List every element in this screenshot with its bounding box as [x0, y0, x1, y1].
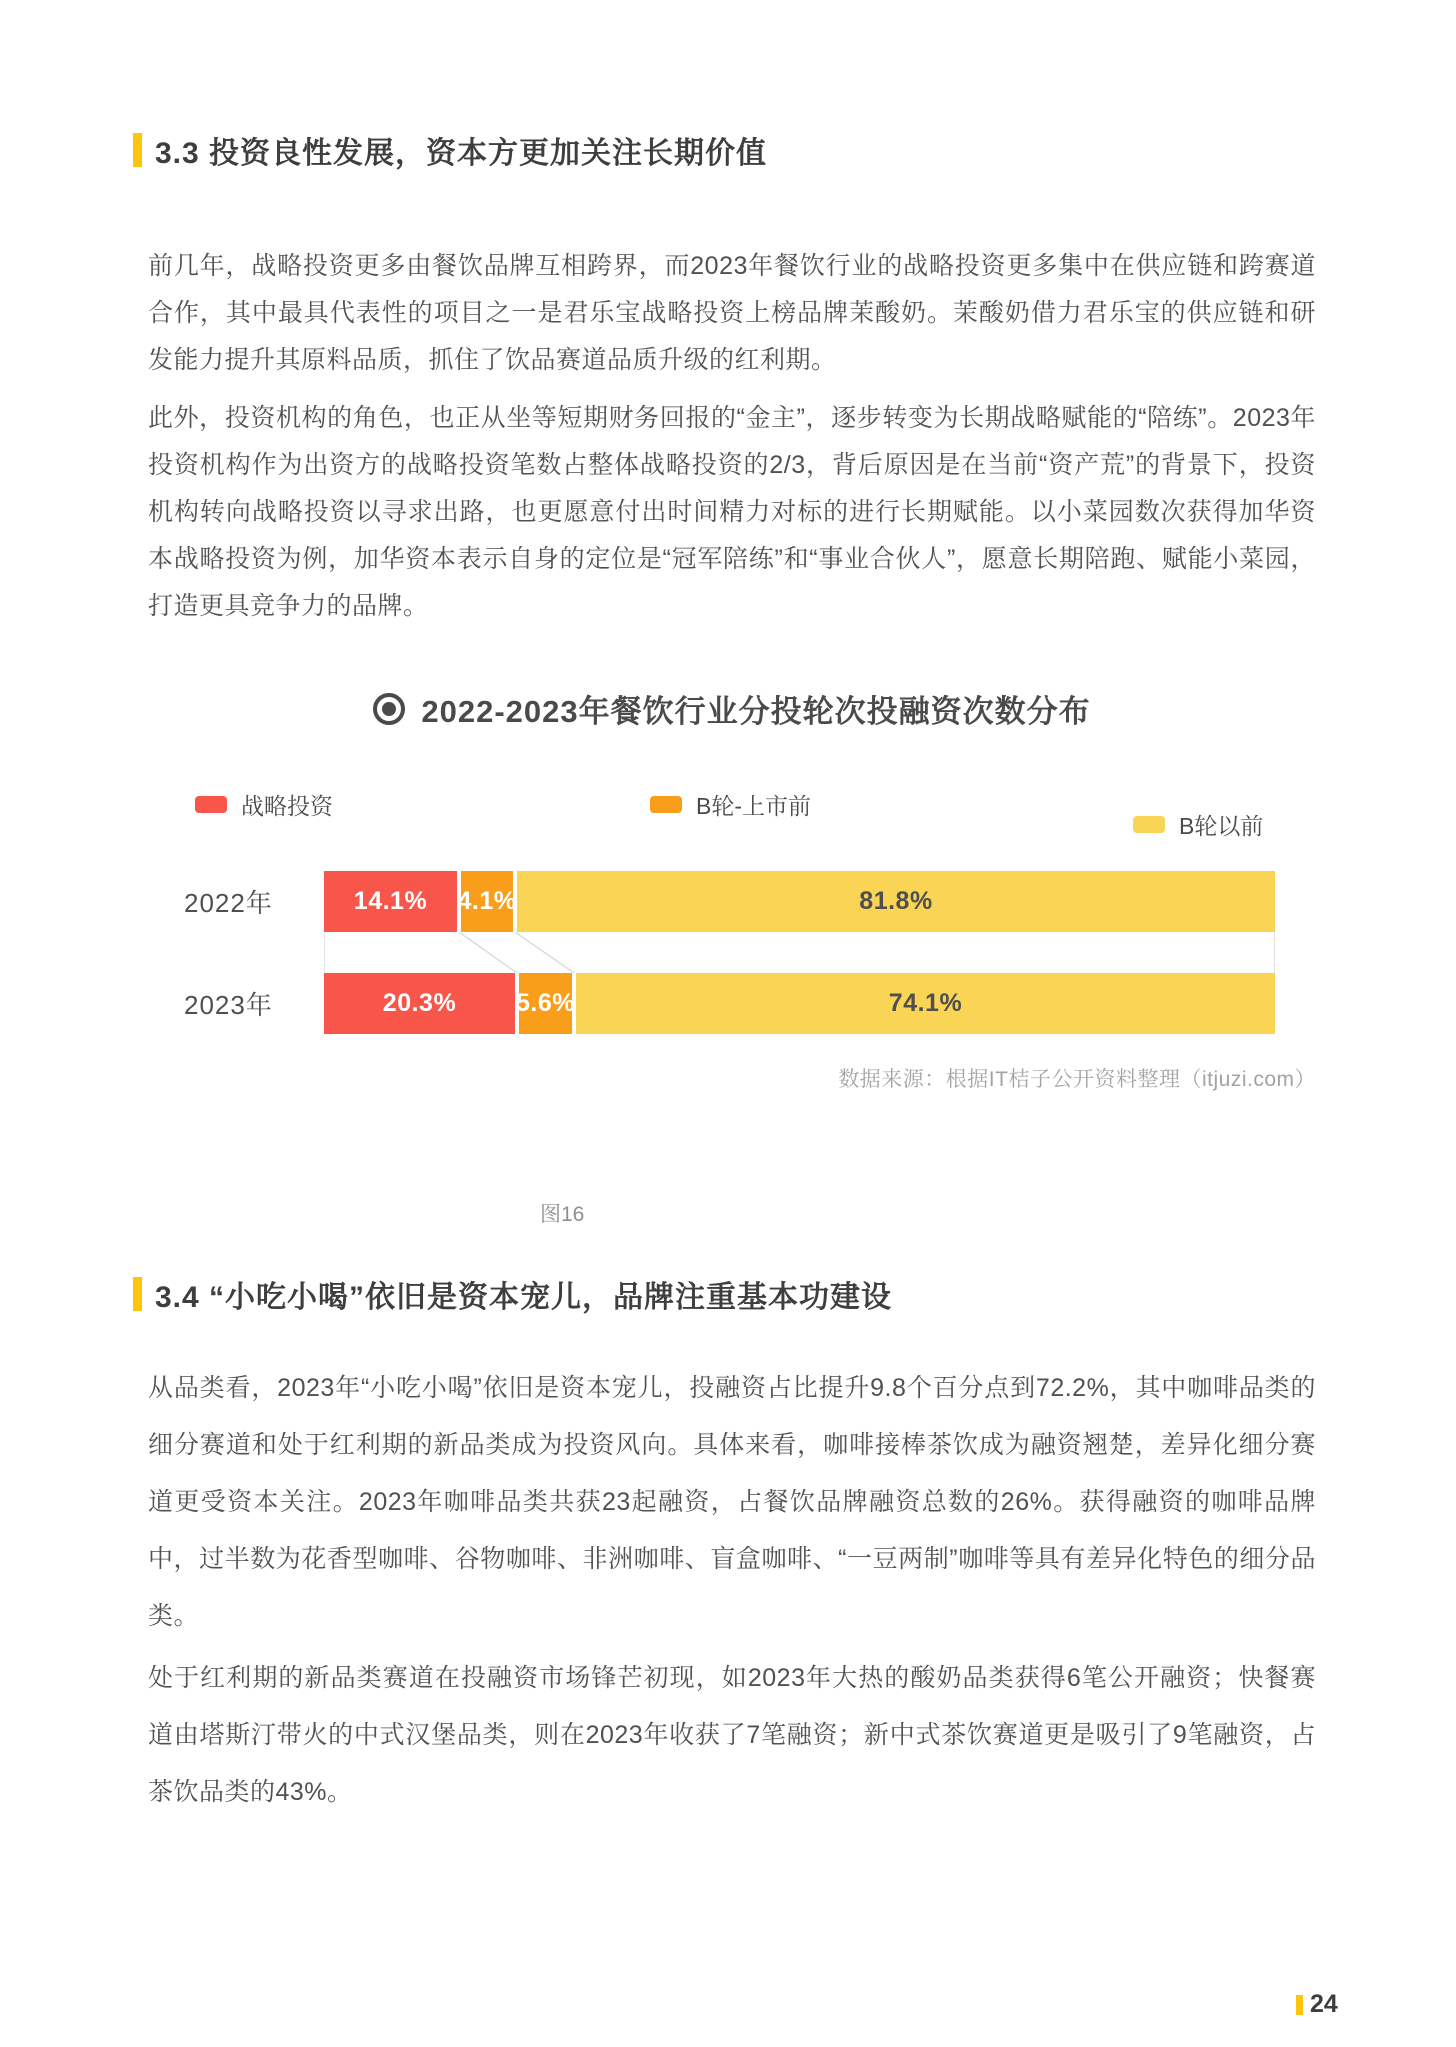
bar-value-label: 4.1%	[457, 887, 517, 915]
bar-connector-lines	[324, 932, 1275, 973]
heading-accent-bar	[133, 133, 142, 167]
legend-label-pre-b-round: B轮以前	[1179, 813, 1264, 839]
bar-track	[324, 871, 1275, 932]
bar-value-label: 5.6%	[516, 989, 575, 1017]
chart-title: 2022-2023年餐饮行业分投轮次投融资次数分布	[421, 694, 1091, 729]
section-3-4-heading	[133, 1272, 892, 1316]
bar-year-label: 2022年	[184, 888, 273, 918]
legend-label-strategic-investment: 战略投资	[241, 793, 333, 819]
legend-item-pre-b-round	[1133, 808, 1263, 841]
bar-segment-B轮-上市前	[516, 973, 575, 1034]
legend-swatch-pre-b-round	[1133, 816, 1165, 833]
bar-segment-战略投资	[324, 871, 457, 932]
chart-source: 数据来源：根据IT桔子公开资料整理（itjuzi.com）	[838, 1068, 1316, 1091]
paragraph-3-4-1: 从品类看，2023年“小吃小喝”依旧是资本宠儿，投融资占比提升9.8个百分点到72.2%，其中咖啡品类的细分赛道和处于红利期的新品类成为投资风向。具体来看，咖啡接棒茶饮成为融资翘楚，差异化细分赛道更受资本关注。2023年咖啡品类共获23起融资，占餐饮品牌融资总数的26%。获得融资的咖啡品牌中，过半数为花香型咖啡、谷物咖啡、非洲咖啡、盲盒咖啡、“一豆两制”咖啡等具有差异化特色的细分品类。	[148, 1374, 1316, 1630]
bar-segment-战略投资	[324, 973, 515, 1034]
bar-value-label: 74.1%	[888, 989, 963, 1017]
bar-track	[324, 973, 1275, 1034]
page-number-value: 24	[1310, 1990, 1338, 2018]
bullseye-icon	[373, 693, 405, 725]
bar-segment-B轮以前	[576, 973, 1275, 1034]
page-number	[1296, 1990, 1338, 2019]
bar-segment-B轮以前	[517, 871, 1275, 932]
page-number-accent-bar	[1296, 1995, 1303, 2015]
bar-value-label: 14.1%	[353, 887, 428, 915]
paragraph-3-4-2: 处于红利期的新品类赛道在投融资市场锋芒初现，如2023年大热的酸奶品类获得6笔公开融资；快餐赛道由塔斯汀带火的中式汉堡品类，则在2023年收获了7笔融资；新中式茶饮赛道更是吸引了9笔融资，占茶饮品类的43%。	[148, 1664, 1316, 1806]
legend-swatch-pre-ipo-round	[650, 796, 682, 813]
legend-label-pre-ipo-round: B轮-上市前	[696, 793, 811, 819]
chart-title-row	[148, 686, 1316, 731]
figure-caption: 图16	[540, 1203, 585, 1226]
legend-item-strategic-investment	[195, 788, 333, 821]
legend-item-pre-ipo-round	[650, 788, 811, 821]
legend-swatch-strategic-investment	[195, 796, 227, 813]
section-3-4-title: 3.4 “小吃小喝”依旧是资本宠儿，品牌注重基本功建设	[155, 1281, 893, 1314]
bar-value-label: 81.8%	[859, 887, 933, 915]
paragraph-3-3-1: 前几年，战略投资更多由餐饮品牌互相跨界，而2023年餐饮行业的战略投资更多集中在供应链和跨赛道合作，其中最具代表性的项目之一是君乐宝战略投资上榜品牌茉酸奶。茉酸奶借力君乐宝的供应链和研发能力提升其原料品质，抓住了饮品赛道品质升级的红利期。	[148, 252, 1316, 374]
chart-bars	[148, 871, 1316, 1036]
bar-row-2022	[148, 871, 1316, 932]
heading-accent-bar	[133, 1277, 142, 1311]
section-3-3-heading	[133, 128, 767, 172]
bar-year-label: 2023年	[184, 990, 273, 1020]
bar-row-2023	[148, 973, 1316, 1034]
bar-segment-B轮-上市前	[457, 871, 517, 932]
paragraph-3-3-2: 此外，投资机构的角色，也正从坐等短期财务回报的“金主”，逐步转变为长期战略赋能的“陪练”。2023年投资机构作为出资方的战略投资笔数占整体战略投资的2/3，背后原因是在当前“资产荒”的背景下，投资机构转向战略投资以寻求出路，也更愿意付出时间精力对标的进行长期赋能。以小菜园数次获得加华资本战略投资为例，加华资本表示自身的定位是“冠军陪练”和“事业合伙人”，愿意长期陪跑、赋能小菜园，打造更具竞争力的品牌。	[148, 404, 1316, 620]
section-3-3-title: 3.3 投资良性发展，资本方更加关注长期价值	[155, 137, 768, 170]
bar-value-label: 20.3%	[382, 989, 457, 1017]
